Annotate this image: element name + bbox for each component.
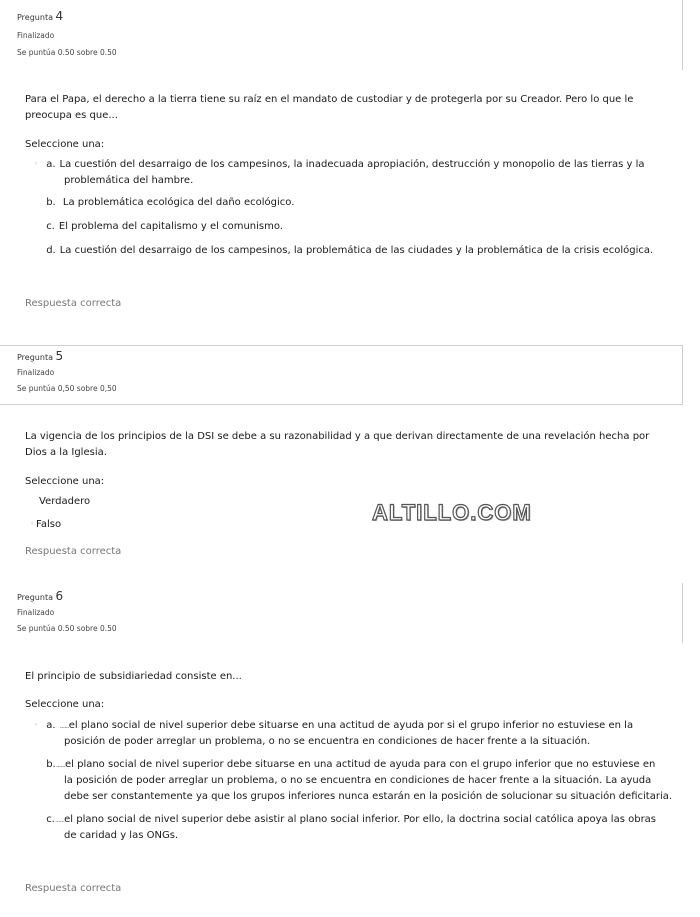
radio-icon[interactable]: ◦ (34, 160, 39, 168)
option-letter: b. (46, 197, 56, 208)
option-letter: c. (46, 814, 55, 825)
answer-option-c[interactable] (34, 219, 674, 235)
question-info-6 (0, 590, 683, 634)
question-text: La vigencia de los principios de la DSI se debe a su razonabilidad y a que derivan directamente de una revelación hecha por Dios a la Iglesia. (25, 431, 650, 458)
option-text-cont: debe ser constantemente ya que los grupos inferiores nunca estarán en la posición de solucionar su situación deficitaria. (64, 791, 673, 802)
question-number-value: 6 (55, 589, 64, 603)
option-letter: a. (46, 720, 56, 731)
question-grade: Se puntúa 0,50 sobre 0,50 (17, 384, 117, 393)
feedback-correct: Respuesta correcta (25, 546, 122, 557)
watermark-logo: ALTILLO.COM (372, 500, 532, 525)
radio-icon[interactable]: ◦ (30, 520, 35, 528)
answer-option-b[interactable]: b.......el plano social de nivel superior debe situarse en una actitud de ayuda para con el grupo inferior que no estuviese en la posición de poder arreglar un problema, o no se encuentra en condiciones de hacer frente a la situación. La ayuda debe ser constantemente ya que los grupos inferiores nunca estarán en la posición de solucionar su situación deficitaria. (34, 757, 674, 805)
option-letter: c. (46, 221, 55, 232)
question-grade: Se puntúa 0.50 sobre 0.50 (17, 624, 117, 633)
option-text: Verdadero (39, 496, 91, 507)
question-label: Pregunta (17, 13, 53, 22)
option-text: el plano social de nivel superior debe situarse en una actitud de ayuda por si el grupo inferior no estuviese en la (68, 720, 634, 731)
question-info-5 (0, 345, 683, 405)
select-prompt: Seleccione una: (25, 699, 105, 710)
question-state: Finalizado (17, 368, 55, 377)
option-letter: d. (46, 245, 56, 256)
option-text: La cuestión del desarraigo de los campesinos, la problemática de las ciudades y la problemática de la crisis ecológica. (59, 245, 654, 256)
answer-option-false[interactable] (30, 516, 670, 533)
feedback-correct: Respuesta correcta (25, 298, 122, 309)
option-text-cont: la posición de poder arreglar un problema, o no se encuentra en condiciones de hacer frente a la situación. La ayuda (64, 775, 652, 786)
question-number-value: 4 (55, 9, 64, 23)
question-number (17, 10, 683, 24)
answer-option-b[interactable] (34, 195, 674, 211)
option-letter: a. (46, 159, 56, 170)
option-letter: b. (46, 759, 56, 770)
answer-option-d[interactable] (34, 243, 674, 259)
select-prompt: Seleccione una: (25, 139, 105, 150)
answer-option-true[interactable] (30, 494, 670, 510)
question-number (17, 590, 683, 604)
option-text: Falso (36, 519, 62, 530)
select-prompt: Seleccione una: (25, 476, 105, 487)
feedback-correct: Respuesta correcta (25, 883, 122, 894)
answer-option-a[interactable] (34, 156, 674, 189)
option-text-cont: problemática del hambre. (64, 175, 194, 186)
option-text: el plano social de nivel superior debe asistir al plano social inferior. Por ello, la doctrina social católica apoya las obras (64, 814, 657, 825)
option-text: La problemática ecológica del daño ecológico. (62, 197, 295, 208)
question-text: Para el Papa, el derecho a la tierra tiene su raíz en el mandato de custodiar y de protegerla por su Creador. Pero lo que le preocupa es que... (25, 94, 634, 121)
option-text: El problema del capitalismo y el comunismo. (58, 221, 283, 232)
question-grade: Se puntúa 0.50 sobre 0.50 (17, 48, 117, 57)
question-state: Finalizado (17, 31, 55, 40)
option-text-cont: de caridad y las ONGs. (64, 830, 179, 841)
question-label: Pregunta (17, 353, 53, 362)
question-text: El principio de subsidiariedad consiste en... (25, 671, 242, 682)
radio-icon[interactable]: ◦ (34, 721, 39, 729)
option-text-cont: posición de poder arreglar un problema, o no se encuentra en condiciones de hacer frente a la situación. (64, 736, 591, 747)
option-text: La cuestión del desarraigo de los campesinos, la inadecuada apropiación, destrucción y monopolio de las tierras y la (59, 159, 645, 170)
option-text: el plano social de nivel superior debe situarse en una actitud de ayuda para con el grupo inferior que no estuviese en (64, 759, 656, 770)
question-label: Pregunta (17, 593, 53, 602)
answer-option-a[interactable]: ◦ a. ......el plano social de nivel superior debe situarse en una actitud de ayuda por si el grupo inferior no estuviese en la posición de poder arreglar un problema, o no se encuentra en condiciones de hacer frente a la situación. (34, 717, 674, 750)
answer-option-c[interactable]: c.......el plano social de nivel superior debe asistir al plano social inferior. Por ello, la doctrina social católica apoya las obras de caridad y las ONGs. (34, 812, 674, 844)
question-info-4 (0, 10, 683, 58)
question-state: Finalizado (17, 608, 55, 617)
question-number (17, 350, 682, 364)
question-number-value: 5 (55, 349, 64, 363)
